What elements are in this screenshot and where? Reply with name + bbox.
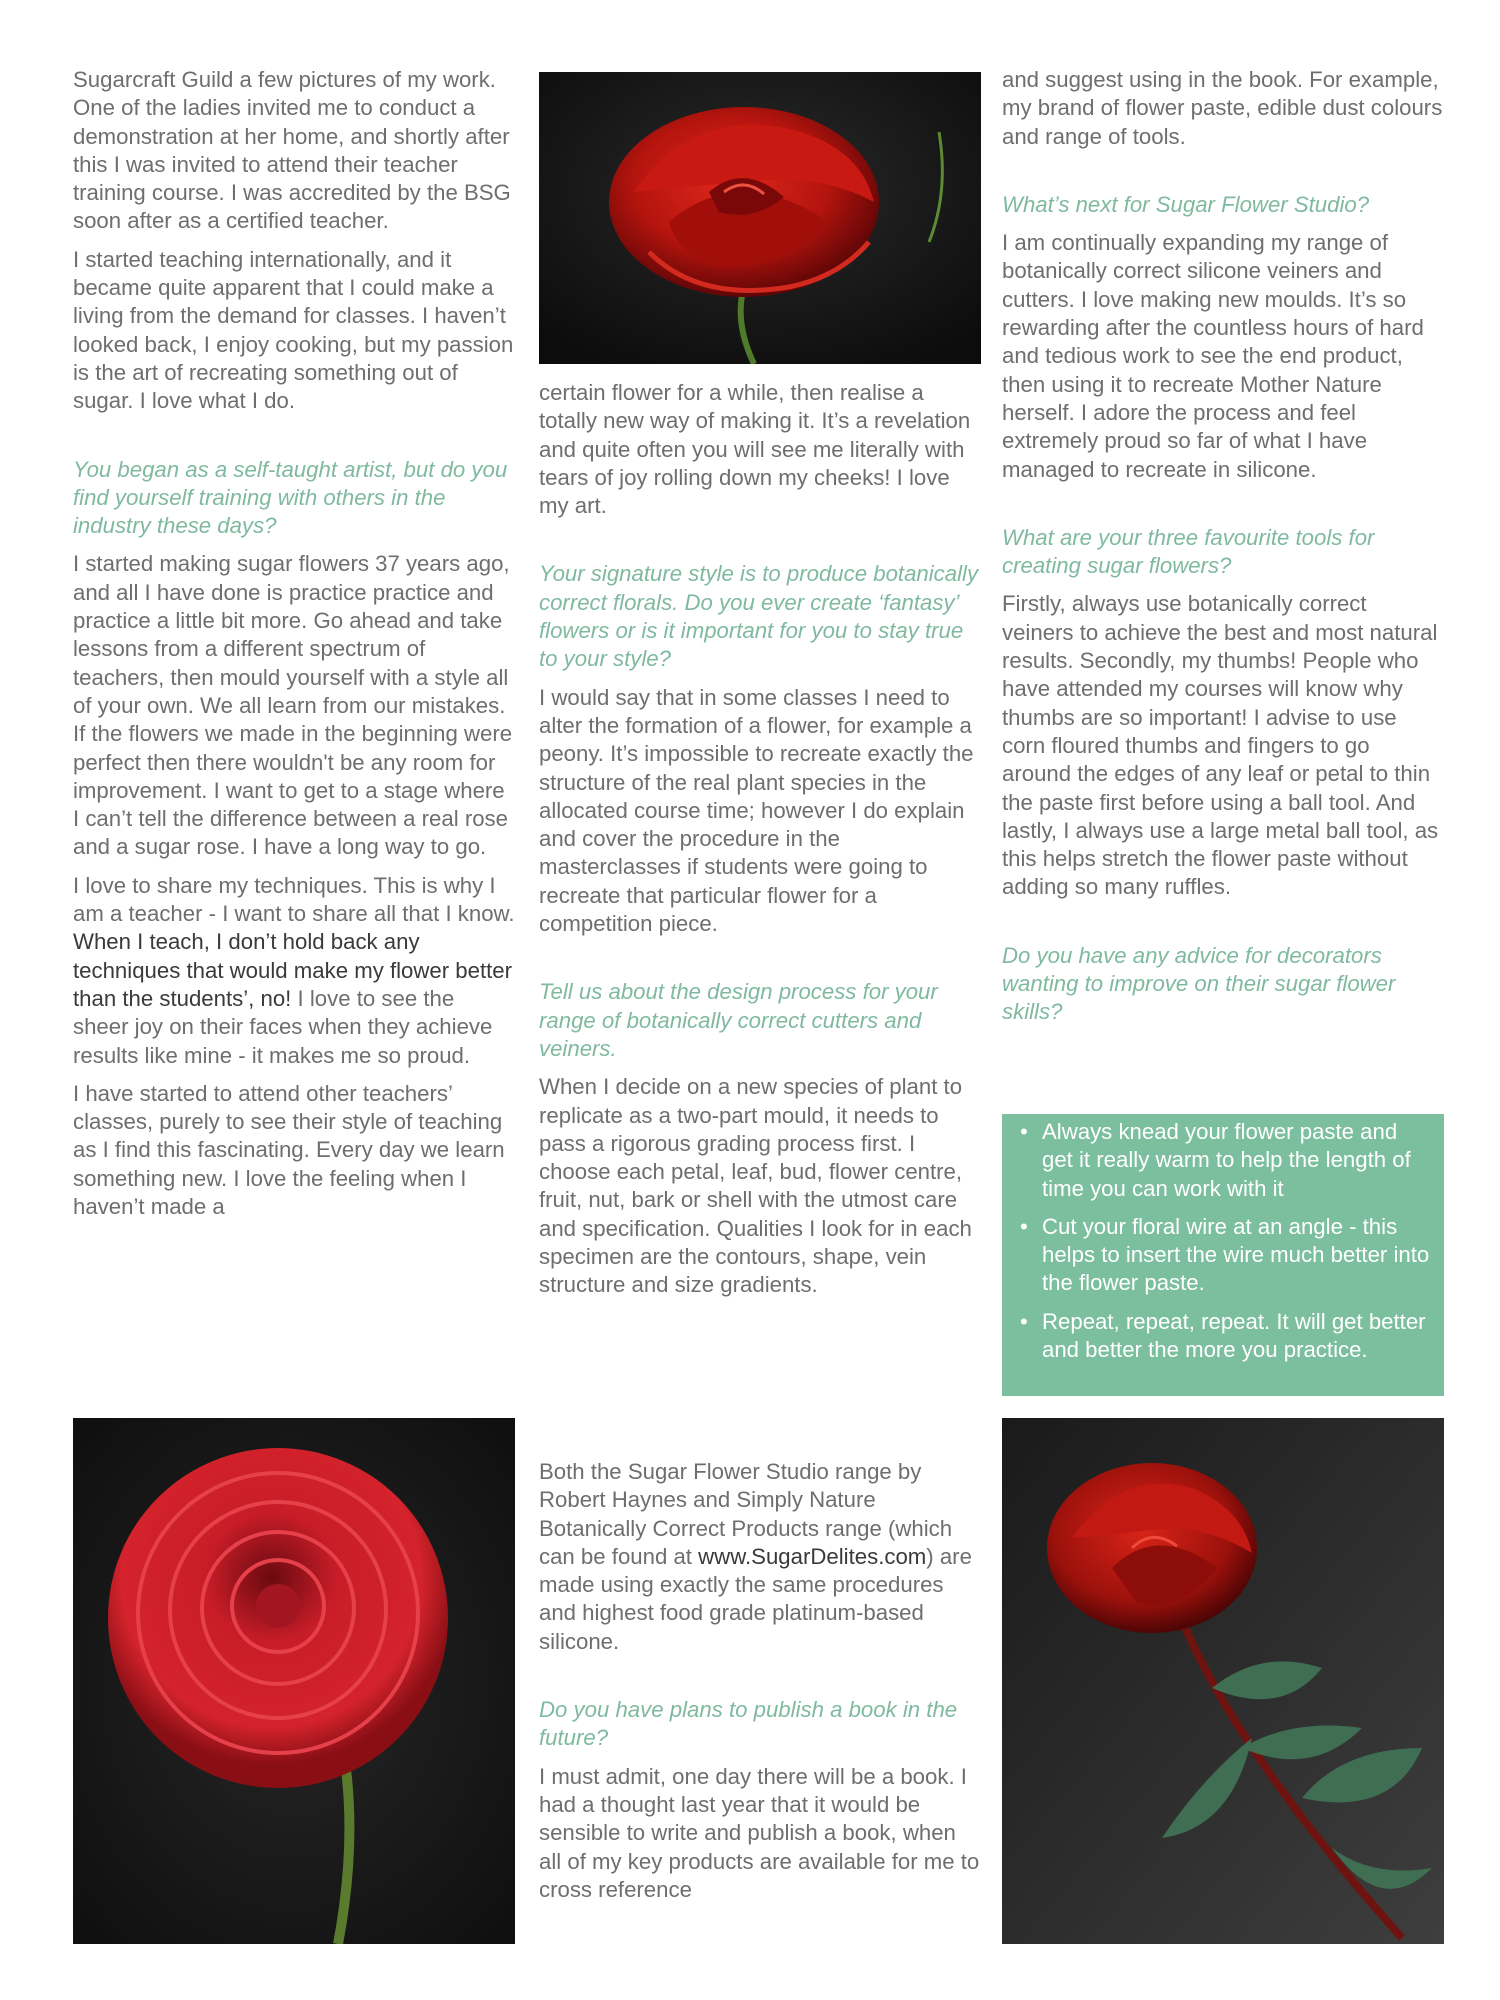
spacer — [539, 530, 981, 560]
col2-p4-start: Both the Sugar Flower Studio range by Robert Haynes and Simply Nature Botanically Correct Products range (which can be found at — [539, 1459, 953, 1569]
tips-box — [1002, 1114, 1444, 1396]
rose-photo-top — [539, 72, 981, 364]
sugardelites-link[interactable]: www.SugarDelites.com — [698, 1543, 927, 1569]
tips-list — [1016, 1118, 1434, 1364]
tip-item — [1016, 1213, 1434, 1298]
bullet-icon: • — [1020, 1213, 1028, 1239]
col1-paragraph-4 — [73, 872, 515, 1070]
tip-text: Repeat, repeat, repeat. It will get better and better the more you practice. — [1042, 1308, 1426, 1363]
bullet-icon: • — [1020, 1308, 1028, 1334]
spacer — [73, 426, 515, 456]
col1-p4-start: I love to share my techniques. This is why I am a teacher - I want to share all that I know. — [73, 872, 515, 927]
rose-stem-photo — [1002, 1418, 1444, 1944]
col3-paragraph-3: Firstly, always use botanically correct veiners to achieve the best and most natural results. Secondly, my thumbs! People who have attended my courses will know why thumbs are so important! I advise to use corn floured thumbs and fingers to go around the edges of any leaf or petal to thin the paste first before using a ball tool. And lastly, I always use a large metal ball tool, as this helps stretch the flower paste without adding so many ruffles. — [1002, 591, 1439, 900]
tip-item — [1016, 1118, 1434, 1203]
col2-question-1: Your signature style is to produce botanically correct florals. Do you ever create ‘fantasy’ flowers or is it important for you to stay true to your style? — [539, 561, 979, 672]
col2-paragraph-1: certain flower for a while, then realise a totally new way of making it. It’s a revelation and quite often you will see me literally with tears of joy rolling down my cheeks! I love my art. — [539, 380, 971, 519]
col1-p4-end: I love to see the sheer joy on their faces when they achieve results like mine - it makes me so proud. — [73, 985, 493, 1068]
tip-text: Always knead your flower paste and get it really warm to help the length of time you can work with it — [1042, 1119, 1411, 1201]
col1-p4-emphasis: When I teach, I don’t hold back any techniques that would make my flower better than the students’, no! — [73, 929, 513, 1011]
column-2 — [539, 379, 981, 1310]
spacer — [1002, 161, 1444, 191]
spacer — [539, 948, 981, 978]
col1-question-1: You began as a self-taught artist, but do you find yourself training with others in the industry these days? — [73, 456, 508, 539]
col3-paragraph-2: I am continually expanding my range of botanically correct silicone veiners and cutters. I love making new moulds. It’s so rewarding after the countless hours of hard and tedious work to see the end product, then using it to recreate Mother Nature herself. I adore the process and feel extremely proud so far of what I have managed to recreate in silicone. — [1002, 230, 1424, 482]
column-1 — [73, 66, 515, 1231]
col1-paragraph-2: I started teaching internationally, and it became quite apparent that I could make a living from the demand for classes. I haven’t looked back, I enjoy cooking, but my passion is the art of recreating something out of sugar. I love what I do. — [73, 246, 514, 414]
col2-paragraph-3: When I decide on a new species of plant to replicate as a two-part mould, it needs to pass a rigorous grading process first. I choose each petal, leaf, bud, flower centre, fruit, nut, bark or shell with the utmost care and specification. Qualities I look for in each specimen are the contours, shape, vein structure and size gradients. — [539, 1074, 972, 1298]
spacer — [1002, 494, 1444, 524]
column-2-lower — [539, 1458, 981, 1914]
col3-question-1: What’s next for Sugar Flower Studio? — [1002, 191, 1370, 217]
col2-paragraph-2: I would say that in some classes I need to alter the formation of a flower, for example a peony. It’s impossible to recreate exactly the structure of the real plant species in the allocated course time; however I do explain and cover the procedure in the masterclasses if students were going to recreate that particular flower for a competition piece. — [539, 684, 974, 937]
col3-paragraph-1: and suggest using in the book. For example, my brand of flower paste, edible dust colours and range of tools. — [1002, 67, 1443, 149]
col2-paragraph-4 — [539, 1458, 981, 1656]
col3-question-2: What are your three favourite tools for creating sugar flowers? — [1002, 524, 1375, 579]
bullet-icon: • — [1020, 1119, 1028, 1144]
col2-paragraph-5: I must admit, one day there will be a book. I had a thought last year that it would be sensible to write and publish a book, when all of my key products are available for me to cross reference — [539, 1763, 980, 1902]
col2-question-2: Tell us about the design process for your range of botanically correct cutters and veiners. — [539, 979, 938, 1061]
col2-p4-end: ) are made using exactly the same procedures and highest food grade platinum-based silicone. — [539, 1543, 972, 1654]
col1-paragraph-1: Sugarcraft Guild a few pictures of my work. One of the ladies invited me to conduct a demonstration at her home, and shortly after this I was invited to attend their teacher training course. I was accredited by the BSG soon after as a certified teacher. — [73, 67, 511, 234]
spacer — [539, 1666, 981, 1696]
col1-paragraph-5: I have started to attend other teachers’ classes, purely to see their style of teaching as I find this fascinating. Every day we learn something new. I love the feeling when I haven’t made a — [73, 1080, 505, 1219]
spacer — [1002, 912, 1444, 942]
col2-question-3: Do you have plans to publish a book in the future? — [539, 1697, 958, 1751]
dahlia-photo — [73, 1418, 515, 1944]
tip-text: Cut your floral wire at an angle - this helps to insert the wire much better into the flower paste. — [1042, 1213, 1430, 1296]
tip-item — [1016, 1308, 1434, 1365]
col3-question-3: Do you have any advice for decorators wanting to improve on their sugar flower skills? — [1002, 942, 1396, 1025]
col1-paragraph-3: I started making sugar flowers 37 years ago, and all I have done is practice practice and practice a little bit more. Go ahead and take lessons from a different spectrum of teachers, then mould yourself with a style all of your own. We all learn from our mistakes. If the flowers we made in the beginning were perfect then there wouldn't be any room for improvement. I want to get to a stage where I can’t tell the difference between a real rose and a sugar rose. I have a long way to go. — [73, 551, 513, 860]
column-3 — [1002, 66, 1444, 1037]
